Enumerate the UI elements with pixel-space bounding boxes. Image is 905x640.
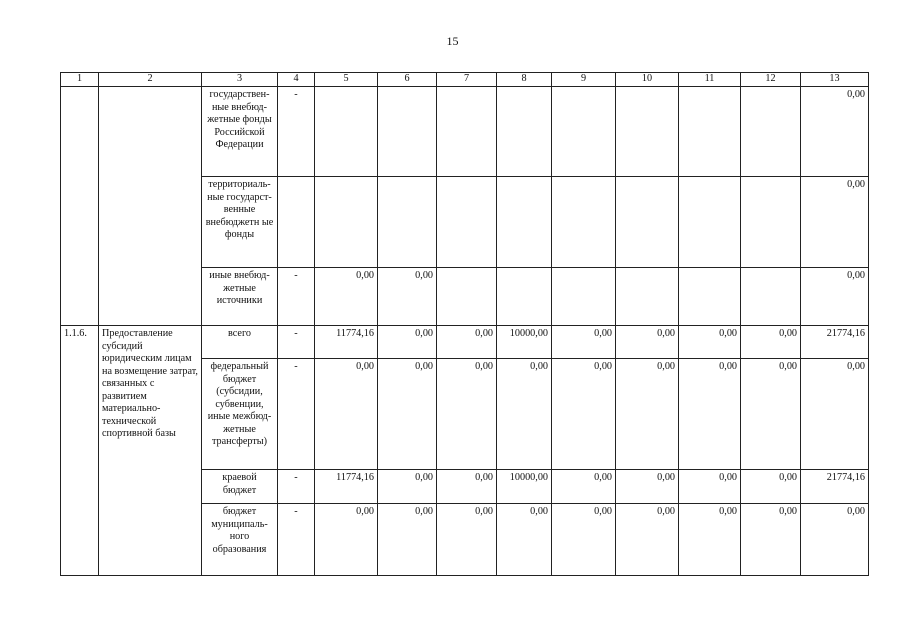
source-cell: иные внебюд-жетные источники	[202, 268, 278, 326]
header-cell: 4	[278, 73, 315, 87]
cell-9	[552, 177, 616, 268]
cell-13: 21774,16	[801, 470, 869, 504]
cell-7	[437, 268, 497, 326]
cell-13: 0,00	[801, 504, 869, 576]
header-cell: 9	[552, 73, 616, 87]
cell-4: -	[278, 87, 315, 177]
cell-6: 0,00	[378, 359, 437, 470]
cell-8: 0,00	[497, 359, 552, 470]
cell-12: 0,00	[741, 359, 801, 470]
cell-9	[552, 268, 616, 326]
cell-7	[437, 177, 497, 268]
cell-7	[437, 87, 497, 177]
budget-table	[60, 72, 869, 576]
source-cell: бюджет муниципаль-ного образования	[202, 504, 278, 576]
cell-12: 0,00	[741, 326, 801, 359]
cell-8: 10000,00	[497, 470, 552, 504]
cell-5: 11774,16	[315, 470, 378, 504]
cell-9	[552, 87, 616, 177]
cell-11	[679, 268, 741, 326]
source-cell: всего	[202, 326, 278, 359]
header-row	[61, 73, 869, 87]
source-cell: федеральный бюджет (субсидии, субвенции, иные межбюд-жетные трансферты)	[202, 359, 278, 470]
cell-12	[741, 177, 801, 268]
cell-9: 0,00	[552, 326, 616, 359]
source-cell: краевой бюджет	[202, 470, 278, 504]
table-row	[61, 87, 869, 177]
source-cell: территориаль-ные государст-венные внебюджетн ые фонды	[202, 177, 278, 268]
cell-4: -	[278, 504, 315, 576]
cell-5	[315, 177, 378, 268]
header-cell: 12	[741, 73, 801, 87]
cell-8: 10000,00	[497, 326, 552, 359]
cell-6	[378, 87, 437, 177]
header-cell: 7	[437, 73, 497, 87]
cell-6: 0,00	[378, 268, 437, 326]
header-cell: 5	[315, 73, 378, 87]
header-cell: 8	[497, 73, 552, 87]
cell-10	[616, 268, 679, 326]
cell-13: 21774,16	[801, 326, 869, 359]
cell-11	[679, 87, 741, 177]
cell-11: 0,00	[679, 504, 741, 576]
cell-8	[497, 268, 552, 326]
cell-13: 0,00	[801, 87, 869, 177]
cell-5: 0,00	[315, 504, 378, 576]
cell-7: 0,00	[437, 359, 497, 470]
cell-12: 0,00	[741, 504, 801, 576]
cell-11	[679, 177, 741, 268]
cell-12	[741, 87, 801, 177]
cell-4: -	[278, 268, 315, 326]
cell-9: 0,00	[552, 504, 616, 576]
header-cell: 11	[679, 73, 741, 87]
cell-8	[497, 87, 552, 177]
cell-10: 0,00	[616, 326, 679, 359]
header-cell: 13	[801, 73, 869, 87]
cell-9: 0,00	[552, 470, 616, 504]
cell-5: 11774,16	[315, 326, 378, 359]
item-number: 1.1.6.	[61, 326, 99, 576]
cell-6: 0,00	[378, 470, 437, 504]
cell-8	[497, 177, 552, 268]
item-number-cell	[61, 87, 99, 326]
source-cell: государствен-ные внебюд-жетные фонды Российской Федерации	[202, 87, 278, 177]
cell-7: 0,00	[437, 504, 497, 576]
item-name-cell	[99, 87, 202, 326]
cell-5: 0,00	[315, 268, 378, 326]
cell-4	[278, 177, 315, 268]
cell-6	[378, 177, 437, 268]
cell-10: 0,00	[616, 470, 679, 504]
cell-7: 0,00	[437, 470, 497, 504]
header-cell: 10	[616, 73, 679, 87]
cell-7: 0,00	[437, 326, 497, 359]
cell-13: 0,00	[801, 177, 869, 268]
page-number: 15	[446, 34, 459, 48]
cell-10: 0,00	[616, 359, 679, 470]
cell-6: 0,00	[378, 326, 437, 359]
table-row	[61, 326, 869, 359]
item-name: Предоставление субсидий юридическим лицам на возмещение затрат, связанных с развитием материально-технической спортивной базы	[99, 326, 202, 576]
cell-9: 0,00	[552, 359, 616, 470]
header-cell: 2	[99, 73, 202, 87]
cell-5: 0,00	[315, 359, 378, 470]
cell-13: 0,00	[801, 359, 869, 470]
cell-10	[616, 177, 679, 268]
cell-4: -	[278, 326, 315, 359]
cell-5	[315, 87, 378, 177]
cell-4: -	[278, 359, 315, 470]
cell-6: 0,00	[378, 504, 437, 576]
header-cell: 3	[202, 73, 278, 87]
cell-8: 0,00	[497, 504, 552, 576]
cell-11: 0,00	[679, 326, 741, 359]
cell-11: 0,00	[679, 359, 741, 470]
cell-12	[741, 268, 801, 326]
cell-13: 0,00	[801, 268, 869, 326]
cell-11: 0,00	[679, 470, 741, 504]
cell-10: 0,00	[616, 504, 679, 576]
cell-10	[616, 87, 679, 177]
header-cell: 1	[61, 73, 99, 87]
header-cell: 6	[378, 73, 437, 87]
cell-4: -	[278, 470, 315, 504]
cell-12: 0,00	[741, 470, 801, 504]
